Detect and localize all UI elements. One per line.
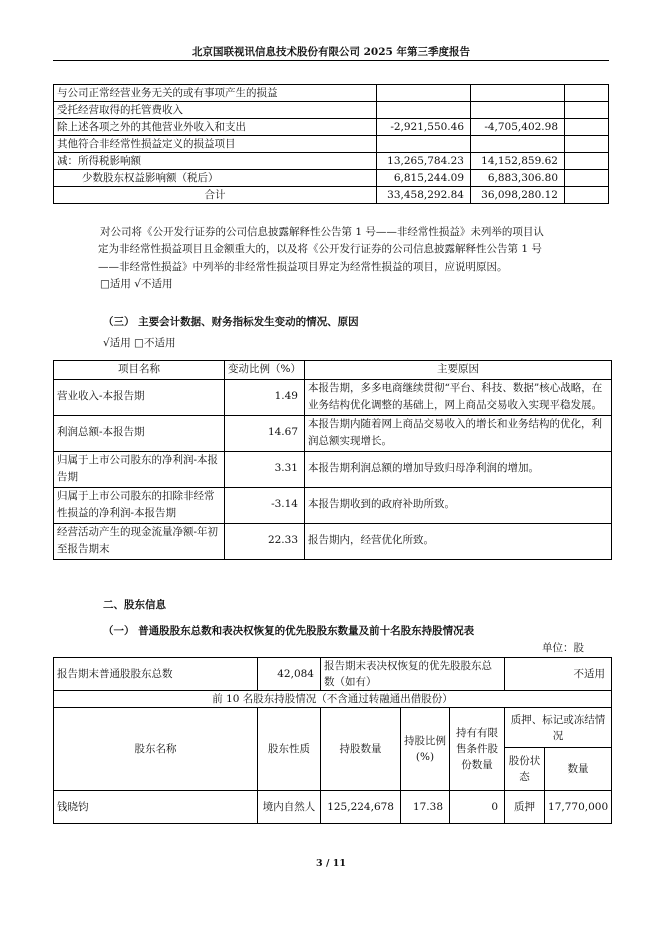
table-row	[54, 691, 612, 708]
note-cell	[565, 119, 609, 136]
holding-ratio: 17.38	[401, 791, 450, 824]
ytd-value: -4,705,402.98	[471, 119, 565, 136]
change-table	[53, 360, 612, 560]
shareholder-nature: 境内自然人	[258, 791, 321, 824]
main-reason: 报告期内，经营优化所致。	[305, 523, 612, 559]
note-cell	[565, 85, 609, 102]
table-row	[54, 415, 612, 451]
column-header: 股东名称	[54, 708, 258, 791]
table-row	[54, 119, 609, 136]
subsection-heading: （一） 普通股股东总数和表决权恢复的优先股股东数量及前十名股东持股情况表	[103, 625, 475, 637]
table-row	[54, 658, 612, 691]
nonrecurring-table	[53, 84, 609, 204]
column-header: 持股比例(%)	[401, 708, 450, 791]
main-reason: 本报告期收到的政府补助所致。	[305, 487, 612, 523]
table-row	[54, 102, 609, 119]
note-line: 对公司将《公开发行证券的公司信息披露解释性公告第 1 号——非经常性损益》未列举的项目认	[100, 226, 544, 238]
preferred-shareholders-value: 不适用	[505, 658, 612, 691]
table-row	[54, 170, 609, 187]
table-row	[54, 487, 612, 523]
change-ratio: 14.67	[225, 415, 305, 451]
item-name: 利润总额-本报告期	[54, 415, 225, 451]
column-header: 变动比例（%）	[225, 361, 305, 380]
current-period-value	[377, 102, 471, 119]
main-reason: 本报告期内随着网上商品交易收入的增长和业务结构的优化，利润总额实现增长。	[305, 415, 612, 451]
ytd-value: 6,883,306.80	[471, 170, 565, 187]
table-header-row	[54, 361, 612, 380]
note-cell	[565, 136, 609, 153]
total-shareholders-value: 42,084	[258, 658, 321, 691]
column-header: 主要原因	[305, 361, 612, 380]
current-period-value: 6,815,244.09	[377, 170, 471, 187]
table-row	[54, 379, 612, 415]
section-heading: （三） 主要会计数据、财务指标发生变动的情况、原因	[103, 316, 359, 328]
shareholder-name: 钱晓钧	[54, 791, 258, 824]
ytd-value: 14,152,859.62	[471, 153, 565, 170]
table-row	[54, 523, 612, 559]
column-header: 股东性质	[258, 708, 321, 791]
table-header-row	[54, 708, 612, 748]
table-row	[54, 791, 612, 824]
page-number: 3 / 11	[316, 858, 346, 869]
table-row	[54, 187, 609, 204]
note-line: 定为非经常性损益项目且金额重大的，以及将《公开发行证券的公司信息披露解释性公告第 1 号	[98, 243, 542, 256]
current-period-total: 33,458,292.84	[377, 187, 471, 204]
row-label: 与公司正常经营业务无关的或有事项产生的损益	[54, 85, 377, 102]
row-label: 其他符合非经常性损益定义的损益项目	[54, 136, 377, 153]
note-paragraph	[100, 224, 610, 293]
column-header: 项目名称	[54, 361, 225, 380]
table-row	[54, 153, 609, 170]
ytd-value	[471, 85, 565, 102]
row-label: 少数股东权益影响额（税后）	[54, 170, 377, 187]
table-row	[54, 451, 612, 487]
row-label: 除上述各项之外的其他营业外收入和支出	[54, 119, 377, 136]
pledged-quantity: 17,770,000	[545, 791, 612, 824]
total-label: 合计	[54, 187, 377, 204]
note-cell	[565, 187, 609, 204]
current-period-value	[377, 136, 471, 153]
section-heading: 二、股东信息	[103, 599, 166, 611]
applicability-checkbox: √适用 □不适用	[103, 337, 176, 349]
top10-title: 前 10 名股东持股情况（不含通过转融通出借股份）	[54, 691, 612, 708]
row-label: 减：所得税影响额	[54, 153, 377, 170]
column-header: 持有有限售条件股份数量	[450, 708, 505, 791]
column-header: 持股数量	[321, 708, 401, 791]
header-divider	[53, 60, 609, 61]
column-header: 股份状态	[505, 748, 545, 791]
note-line: ——非经常性损益》中列举的非经常性损益项目界定为经常性损益的项目，应说明原因。	[98, 260, 508, 273]
table-row	[54, 85, 609, 102]
current-period-value	[377, 85, 471, 102]
share-status: 质押	[505, 791, 545, 824]
ytd-value	[471, 102, 565, 119]
total-shareholders-label: 报告期末普通股股东总数	[54, 658, 258, 691]
shareholder-table	[53, 657, 612, 824]
change-ratio: 1.49	[225, 379, 305, 415]
change-ratio: -3.14	[225, 487, 305, 523]
item-name: 营业收入-本报告期	[54, 379, 225, 415]
table-row	[54, 136, 609, 153]
note-cell	[565, 102, 609, 119]
note-cell	[565, 170, 609, 187]
ytd-value	[471, 136, 565, 153]
unit-label: 单位：股	[542, 642, 584, 654]
applicability-checkbox: □适用 √不适用	[100, 277, 173, 290]
shares-held: 125,224,678	[321, 791, 401, 824]
main-reason: 本报告期利润总额的增加导致归母净利润的增加。	[305, 451, 612, 487]
note-cell	[565, 153, 609, 170]
column-header: 数量	[545, 748, 612, 791]
change-ratio: 3.31	[225, 451, 305, 487]
restricted-shares: 0	[450, 791, 505, 824]
page-header: 北京国联视讯信息技术股份有限公司 2025 年第三季度报告	[191, 46, 471, 58]
change-ratio: 22.33	[225, 523, 305, 559]
preferred-shareholders-label: 报告期末表决权恢复的优先股股东总数（如有）	[321, 658, 505, 691]
current-period-value: -2,921,550.46	[377, 119, 471, 136]
row-label: 受托经营取得的托管费收入	[54, 102, 377, 119]
column-header: 质押、标记或冻结情况	[505, 708, 612, 748]
current-period-value: 13,265,784.23	[377, 153, 471, 170]
item-name: 经营活动产生的现金流量净额-年初至报告期末	[54, 523, 225, 559]
item-name: 归属于上市公司股东的扣除非经常性损益的净利润-本报告期	[54, 487, 225, 523]
main-reason: 本报告期，多多电商继续贯彻“平台、科技、数据”核心战略，在业务结构优化调整的基础上，网上商品交易收入实现平稳发展。	[305, 379, 612, 415]
item-name: 归属于上市公司股东的净利润-本报告期	[54, 451, 225, 487]
ytd-total: 36,098,280.12	[471, 187, 565, 204]
